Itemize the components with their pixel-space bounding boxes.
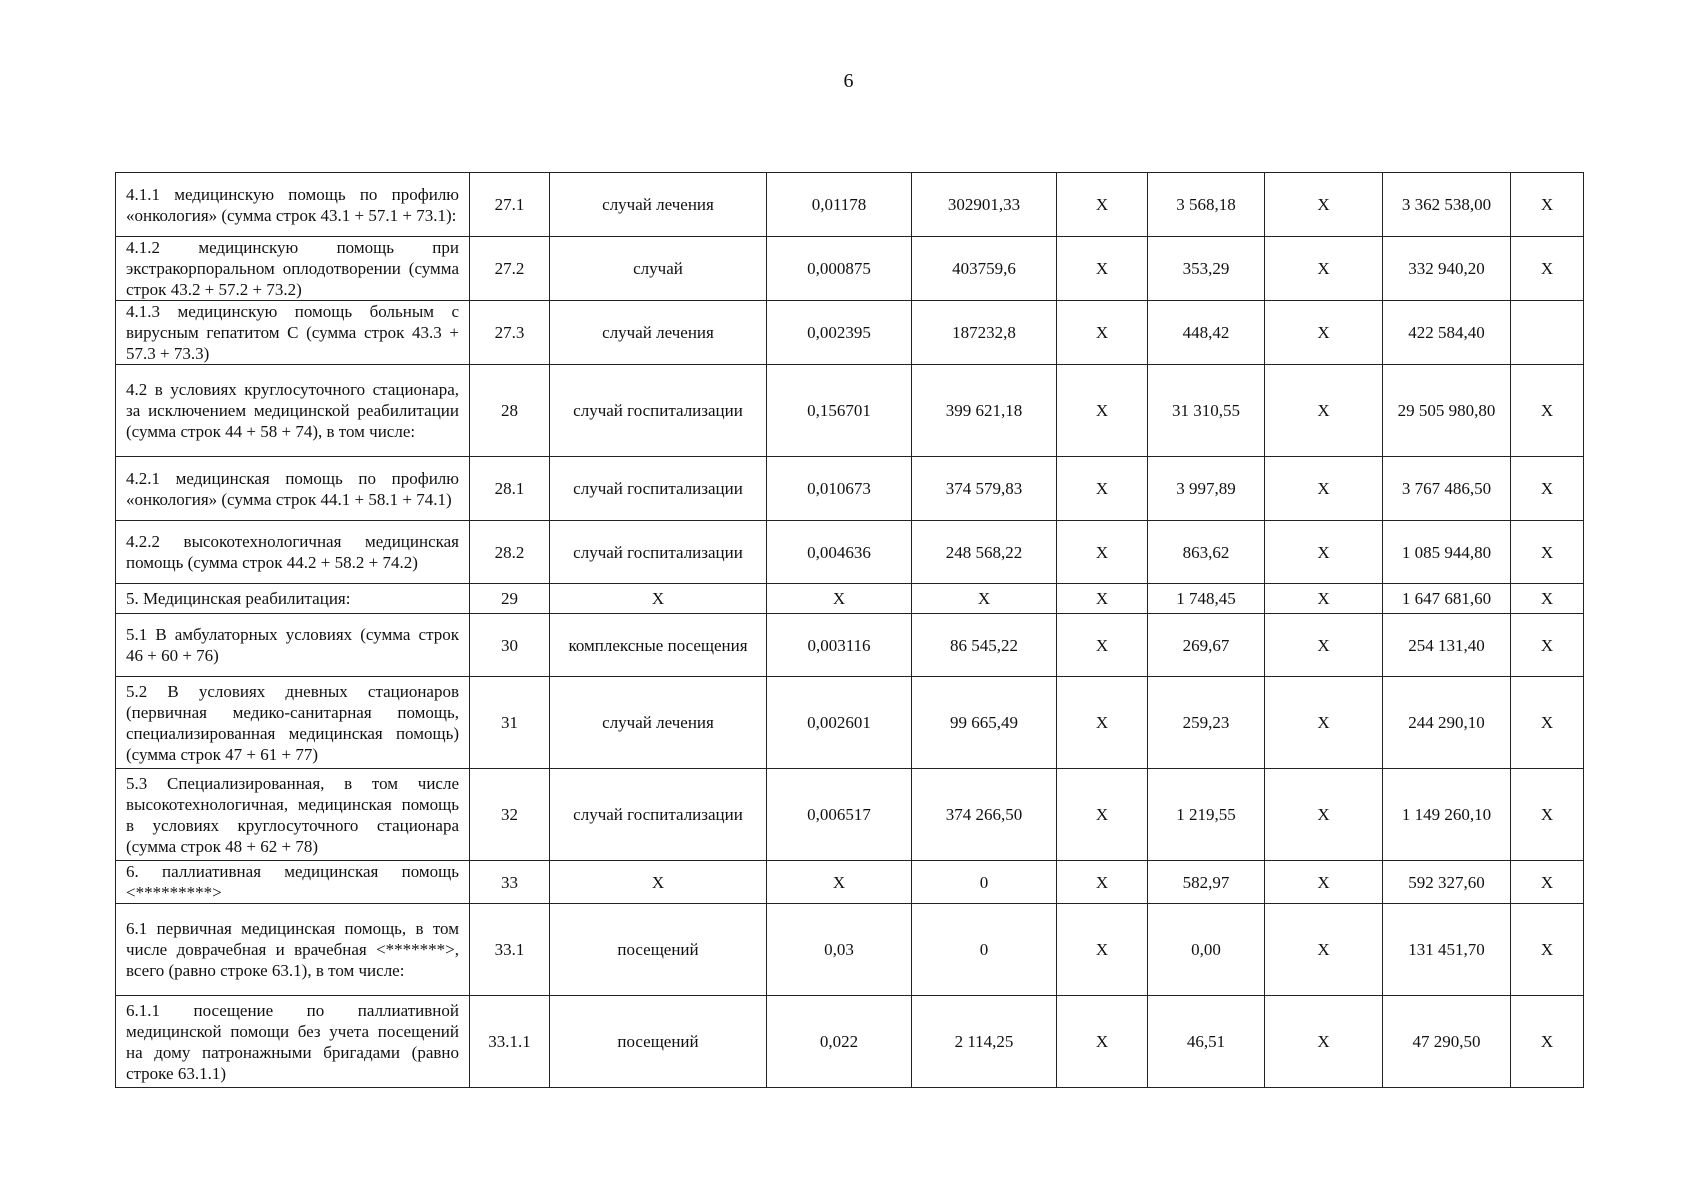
cell-name: 4.2 в условиях круглосуточного стационара, за исключением медицинской реабилитации (сумма строк 44 + 58 + 74), в том числе: <box>116 365 470 457</box>
cell-col10 <box>1511 301 1584 365</box>
cell-unit: Х <box>550 584 767 614</box>
cell-unit: случай госпитализации <box>550 521 767 584</box>
cell-name: 4.1.3 медицинскую помощь больным с вирусным гепатитом С (сумма строк 43.3 + 57.3 + 73.3) <box>116 301 470 365</box>
cell-unit: случай госпитализации <box>550 769 767 861</box>
cell-norm-cost: 2 114,25 <box>912 996 1057 1088</box>
financing-table <box>115 172 1584 1088</box>
cell-col8: Х <box>1265 677 1383 769</box>
cell-line: 32 <box>470 769 550 861</box>
cell-col10: Х <box>1511 677 1584 769</box>
cell-total: 3 767 486,50 <box>1383 457 1511 521</box>
cell-norm-cost: 0 <box>912 861 1057 904</box>
table-row <box>116 996 1584 1088</box>
cell-norm-volume: Х <box>767 861 912 904</box>
cell-col6: Х <box>1057 996 1148 1088</box>
cell-col8: Х <box>1265 904 1383 996</box>
cell-name: 4.2.1 медицинская помощь по профилю «онкология» (сумма строк 44.1 + 58.1 + 74.1) <box>116 457 470 521</box>
cell-col8: Х <box>1265 769 1383 861</box>
cell-total: 1 085 944,80 <box>1383 521 1511 584</box>
cell-line: 33.1.1 <box>470 996 550 1088</box>
cell-norm-volume: 0,006517 <box>767 769 912 861</box>
cell-col6: Х <box>1057 677 1148 769</box>
cell-total: 1 647 681,60 <box>1383 584 1511 614</box>
cell-unit: случай <box>550 237 767 301</box>
cell-norm-cost: 399 621,18 <box>912 365 1057 457</box>
cell-total: 1 149 260,10 <box>1383 769 1511 861</box>
cell-col10: Х <box>1511 861 1584 904</box>
cell-norm-volume: 0,01178 <box>767 173 912 237</box>
cell-col10: Х <box>1511 173 1584 237</box>
table-row <box>116 457 1584 521</box>
table-row <box>116 237 1584 301</box>
cell-total: 254 131,40 <box>1383 614 1511 677</box>
cell-per-capita: 1 219,55 <box>1148 769 1265 861</box>
cell-col8: Х <box>1265 861 1383 904</box>
cell-col10: Х <box>1511 521 1584 584</box>
cell-unit: случай госпитализации <box>550 365 767 457</box>
cell-col8: Х <box>1265 996 1383 1088</box>
table-row <box>116 861 1584 904</box>
cell-line: 33 <box>470 861 550 904</box>
cell-col6: Х <box>1057 614 1148 677</box>
cell-norm-cost: 302901,33 <box>912 173 1057 237</box>
cell-norm-cost: 374 266,50 <box>912 769 1057 861</box>
cell-per-capita: 1 748,45 <box>1148 584 1265 614</box>
cell-norm-cost: Х <box>912 584 1057 614</box>
cell-col10: Х <box>1511 996 1584 1088</box>
cell-total: 592 327,60 <box>1383 861 1511 904</box>
cell-norm-cost: 99 665,49 <box>912 677 1057 769</box>
cell-line: 29 <box>470 584 550 614</box>
cell-total: 47 290,50 <box>1383 996 1511 1088</box>
cell-norm-cost: 0 <box>912 904 1057 996</box>
cell-unit: случай лечения <box>550 677 767 769</box>
cell-col8: Х <box>1265 173 1383 237</box>
page-number: 6 <box>843 70 854 92</box>
cell-name: 5. Медицинская реабилитация: <box>116 584 470 614</box>
cell-norm-cost: 187232,8 <box>912 301 1057 365</box>
cell-norm-volume: 0,010673 <box>767 457 912 521</box>
table-row <box>116 301 1584 365</box>
table-row <box>116 584 1584 614</box>
cell-name: 4.2.2 высокотехнологичная медицинская помощь (сумма строк 44.2 + 58.2 + 74.2) <box>116 521 470 584</box>
cell-per-capita: 31 310,55 <box>1148 365 1265 457</box>
cell-col8: Х <box>1265 584 1383 614</box>
cell-norm-volume: 0,004636 <box>767 521 912 584</box>
cell-name: 6. паллиативная медицинская помощь <*********> <box>116 861 470 904</box>
cell-per-capita: 3 997,89 <box>1148 457 1265 521</box>
cell-total: 422 584,40 <box>1383 301 1511 365</box>
cell-norm-cost: 403759,6 <box>912 237 1057 301</box>
cell-total: 332 940,20 <box>1383 237 1511 301</box>
cell-unit: посещений <box>550 904 767 996</box>
cell-col8: Х <box>1265 521 1383 584</box>
cell-col6: Х <box>1057 904 1148 996</box>
cell-unit: случай госпитализации <box>550 457 767 521</box>
cell-unit: Х <box>550 861 767 904</box>
cell-col6: Х <box>1057 584 1148 614</box>
cell-col6: Х <box>1057 173 1148 237</box>
cell-per-capita: 448,42 <box>1148 301 1265 365</box>
table-row <box>116 904 1584 996</box>
cell-norm-volume: 0,000875 <box>767 237 912 301</box>
table-body <box>116 173 1584 1088</box>
cell-unit: случай лечения <box>550 301 767 365</box>
cell-line: 33.1 <box>470 904 550 996</box>
cell-norm-volume: 0,002601 <box>767 677 912 769</box>
cell-name: 5.2 В условиях дневных стационаров (первичная медико-санитарная помощь, специализированная медицинская помощь) (сумма строк 47 + 61 + 77) <box>116 677 470 769</box>
cell-col6: Х <box>1057 521 1148 584</box>
cell-line: 27.1 <box>470 173 550 237</box>
cell-col10: Х <box>1511 614 1584 677</box>
cell-total: 29 505 980,80 <box>1383 365 1511 457</box>
cell-per-capita: 353,29 <box>1148 237 1265 301</box>
cell-name: 6.1.1 посещение по паллиативной медицинской помощи без учета посещений на дому патронажными бригадами (равно строке 63.1.1) <box>116 996 470 1088</box>
table-row <box>116 365 1584 457</box>
cell-unit: посещений <box>550 996 767 1088</box>
cell-line: 31 <box>470 677 550 769</box>
table-row <box>116 677 1584 769</box>
cell-norm-volume: 0,003116 <box>767 614 912 677</box>
cell-per-capita: 0,00 <box>1148 904 1265 996</box>
table-row <box>116 521 1584 584</box>
table-row <box>116 173 1584 237</box>
cell-norm-cost: 248 568,22 <box>912 521 1057 584</box>
cell-line: 28.1 <box>470 457 550 521</box>
cell-col8: Х <box>1265 365 1383 457</box>
cell-per-capita: 269,67 <box>1148 614 1265 677</box>
cell-col6: Х <box>1057 861 1148 904</box>
cell-name: 4.1.2 медицинскую помощь при экстракорпоральном оплодотворении (сумма строк 43.2 + 57.2 + 73.2) <box>116 237 470 301</box>
cell-per-capita: 259,23 <box>1148 677 1265 769</box>
cell-unit: комплексные посещения <box>550 614 767 677</box>
table-row <box>116 769 1584 861</box>
cell-per-capita: 863,62 <box>1148 521 1265 584</box>
cell-name: 5.1 В амбулаторных условиях (сумма строк 46 + 60 + 76) <box>116 614 470 677</box>
cell-norm-volume: 0,156701 <box>767 365 912 457</box>
cell-name: 6.1 первичная медицинская помощь, в том числе доврачебная и врачебная <*******>, всего (равно строке 63.1), в том числе: <box>116 904 470 996</box>
cell-col10: Х <box>1511 365 1584 457</box>
cell-col6: Х <box>1057 457 1148 521</box>
cell-col6: Х <box>1057 769 1148 861</box>
cell-col10: Х <box>1511 904 1584 996</box>
cell-col8: Х <box>1265 237 1383 301</box>
cell-name: 5.3 Специализированная, в том числе высокотехнологичная, медицинская помощь в условиях круглосуточного стационара (сумма строк 48 + 62 + 78) <box>116 769 470 861</box>
cell-norm-volume: 0,03 <box>767 904 912 996</box>
cell-col10: Х <box>1511 457 1584 521</box>
cell-col8: Х <box>1265 301 1383 365</box>
cell-col8: Х <box>1265 457 1383 521</box>
cell-norm-volume: 0,022 <box>767 996 912 1088</box>
cell-col8: Х <box>1265 614 1383 677</box>
cell-per-capita: 582,97 <box>1148 861 1265 904</box>
cell-norm-volume: Х <box>767 584 912 614</box>
cell-col10: Х <box>1511 237 1584 301</box>
cell-name: 4.1.1 медицинскую помощь по профилю «онкология» (сумма строк 43.1 + 57.1 + 73.1): <box>116 173 470 237</box>
cell-total: 131 451,70 <box>1383 904 1511 996</box>
cell-norm-cost: 374 579,83 <box>912 457 1057 521</box>
cell-line: 28.2 <box>470 521 550 584</box>
cell-norm-volume: 0,002395 <box>767 301 912 365</box>
table-row <box>116 614 1584 677</box>
cell-line: 27.3 <box>470 301 550 365</box>
cell-total: 244 290,10 <box>1383 677 1511 769</box>
cell-col6: Х <box>1057 365 1148 457</box>
cell-col6: Х <box>1057 301 1148 365</box>
cell-norm-cost: 86 545,22 <box>912 614 1057 677</box>
cell-col10: Х <box>1511 584 1584 614</box>
cell-per-capita: 3 568,18 <box>1148 173 1265 237</box>
cell-col10: Х <box>1511 769 1584 861</box>
cell-line: 27.2 <box>470 237 550 301</box>
cell-line: 30 <box>470 614 550 677</box>
cell-unit: случай лечения <box>550 173 767 237</box>
cell-per-capita: 46,51 <box>1148 996 1265 1088</box>
cell-col6: Х <box>1057 237 1148 301</box>
cell-total: 3 362 538,00 <box>1383 173 1511 237</box>
cell-line: 28 <box>470 365 550 457</box>
